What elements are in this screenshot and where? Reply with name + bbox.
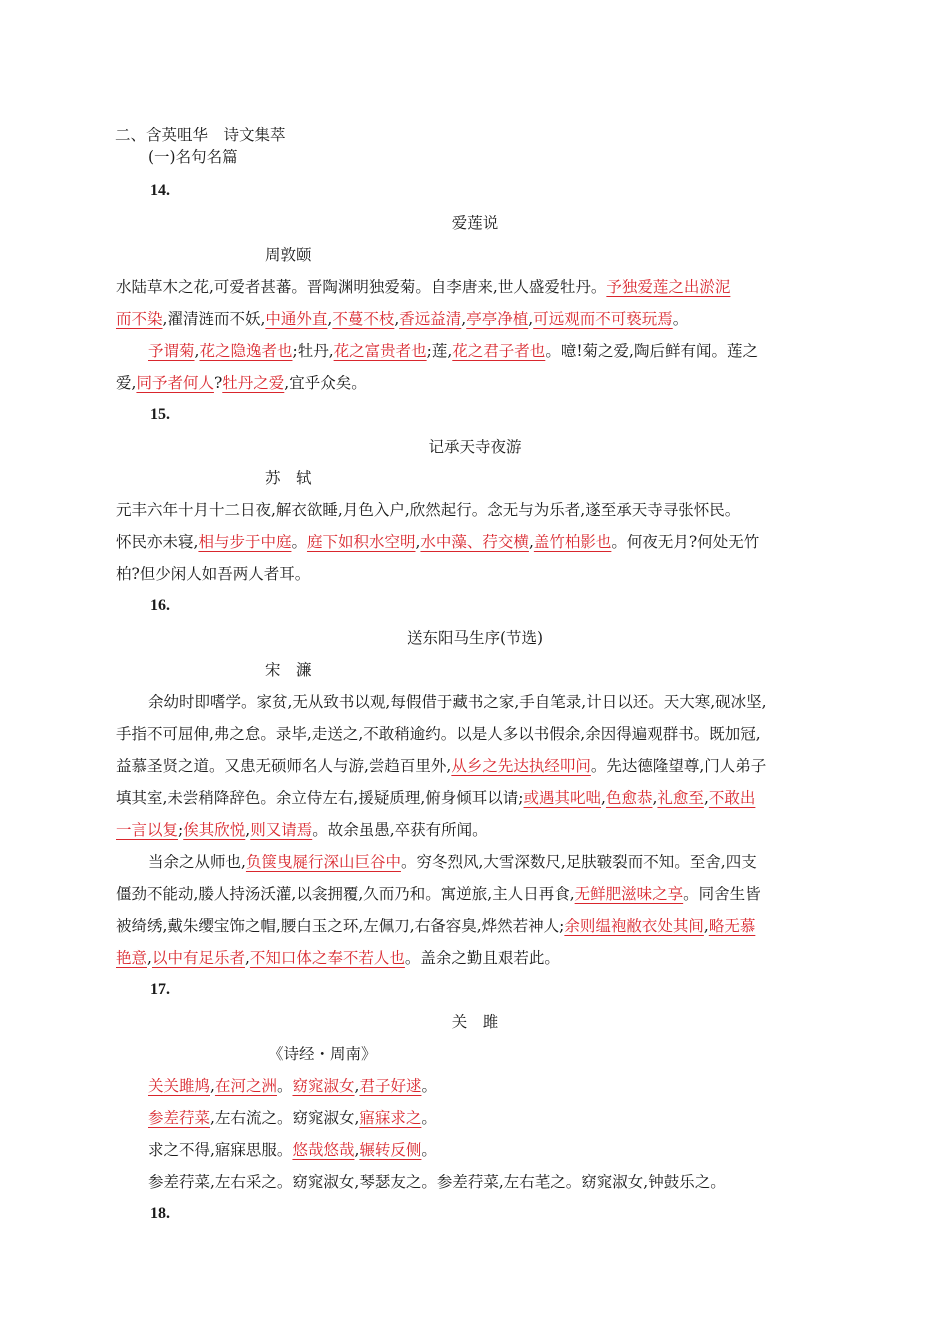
text-line <box>148 1075 437 1097</box>
section-title: 二、含英咀华 诗文集萃 <box>115 126 286 144</box>
question-number-16: 16. <box>150 597 170 614</box>
text-run: , <box>415 533 421 551</box>
text-run: 。穷冬烈风,大雪深数尺,足肤皲裂而不知。至舍,四支 <box>400 853 757 871</box>
text-run: ;牡丹, <box>292 342 334 360</box>
answer-highlight: 一言以复 <box>116 821 179 839</box>
answer-highlight: 不敢出 <box>708 789 756 807</box>
answer-highlight: 不知口体之奉不若人也 <box>249 949 405 967</box>
text-run: 参差荇菜,左右采之。窈窕淑女,琴瑟友之。参差荇菜,左右芼之。窈窕淑女,钟鼓乐之。 <box>148 1173 726 1191</box>
text-line <box>148 691 767 713</box>
answer-highlight: 花之富贵者也 <box>333 342 427 360</box>
answer-highlight: 寤寐求之 <box>359 1109 422 1127</box>
text-line <box>116 276 730 298</box>
answer-highlight: 无鲜肥滋味之享 <box>574 885 684 903</box>
answer-highlight: 香远益清 <box>399 310 462 328</box>
text-run: , <box>652 789 658 807</box>
text-line <box>148 340 758 362</box>
answer-highlight: 略无慕 <box>708 917 756 935</box>
text-run: , <box>245 821 251 839</box>
answer-highlight: 参差荇菜 <box>148 1109 211 1127</box>
subsection-title: (一)名句名篇 <box>148 148 238 166</box>
text-run: ,左右流之。窈窕淑女, <box>210 1109 360 1127</box>
answer-highlight: 相与步于中庭 <box>198 533 292 551</box>
text-run: 求之不得,寤寐思服。 <box>148 1141 293 1159</box>
answer-highlight: 窈窕淑女 <box>292 1077 355 1095</box>
text-run: , <box>194 342 200 360</box>
text-run: , <box>528 533 534 551</box>
answer-highlight: 花之隐逸者也 <box>199 342 293 360</box>
text-run: , <box>354 1141 360 1159</box>
answer-highlight: 负箧曳屣行深山巨谷中 <box>245 853 401 871</box>
text-run: 。 <box>291 533 307 551</box>
text-line <box>116 819 488 841</box>
answer-highlight: 中通外直 <box>265 310 328 328</box>
text-line <box>148 851 757 873</box>
answer-highlight: 同予者何人 <box>136 374 214 392</box>
text-run: , <box>528 310 534 328</box>
text-line <box>116 915 755 937</box>
text-run: ;莲, <box>426 342 453 360</box>
text-run: 余幼时即嗜学。家贫,无从致书以观,每假借于藏书之家,手自笔录,计日以还。天大寒,砚冰坚, <box>148 693 767 711</box>
text-line <box>116 883 761 905</box>
text-run: , <box>703 789 709 807</box>
text-run: 。 <box>672 310 689 328</box>
answer-highlight: 或遇其叱咄 <box>523 789 602 807</box>
text-line <box>116 372 367 394</box>
text-run: 。盖余之勤且艰若此。 <box>404 949 560 967</box>
text-run: , <box>461 310 467 328</box>
answer-highlight: 可远观而不可亵玩焉 <box>533 310 673 328</box>
text-run: 益慕圣贤之道。又患无硕师名人与游,尝趋百里外, <box>116 757 452 775</box>
answer-highlight: 礼愈至 <box>657 789 704 807</box>
question-number-17: 17. <box>150 981 170 998</box>
text-run: 怀民亦未寝, <box>116 533 199 551</box>
text-run: , <box>354 1077 360 1095</box>
text-line <box>116 499 740 521</box>
text-run: 。 <box>421 1141 437 1159</box>
text-run: 僵劲不能动,媵人持汤沃灌,以衾拥覆,久而乃和。寓逆旅,主人日再食, <box>116 885 575 903</box>
text-line <box>116 563 310 585</box>
text-run: 。先达德隆望尊,门人弟子 <box>590 757 767 775</box>
text-run: , <box>210 1077 215 1095</box>
question-number-14: 14. <box>150 182 170 199</box>
text-line <box>148 1171 726 1193</box>
text-run: 被绮绣,戴朱缨宝饰之帽,腰白玉之环,左佩刀,右备容臭,烨然若神人; <box>116 917 565 935</box>
poem-title-guanju: 关 雎 <box>451 1013 499 1031</box>
answer-highlight: 色愈恭 <box>605 789 653 807</box>
text-line <box>116 947 560 969</box>
text-run: ,濯清涟而不妖, <box>162 310 266 328</box>
answer-highlight: 以中有足乐者 <box>151 949 245 967</box>
answer-highlight: 则又请焉 <box>250 821 313 839</box>
text-run: 。同舍生皆 <box>683 885 761 903</box>
answer-highlight: 而不染 <box>116 310 163 328</box>
text-run: 当余之从师也, <box>148 853 246 871</box>
text-run: 。 <box>421 1109 437 1127</box>
answer-highlight: 余则缊袍敝衣处其间 <box>564 917 704 935</box>
text-run: ,宜乎众矣。 <box>284 374 367 392</box>
answer-highlight: 牡丹之爱 <box>222 374 285 392</box>
answer-highlight: 悠哉悠哉 <box>292 1141 355 1159</box>
text-line <box>116 308 688 330</box>
text-run: 。噫!菊之爱,陶后鲜有闻。莲之 <box>545 342 758 360</box>
text-run: 填其室,未尝稍降辞色。余立侍左右,援疑质理,俯身倾耳以请; <box>116 789 524 807</box>
poem-title-chengtiansi: 记承天寺夜游 <box>428 438 522 456</box>
text-run: 爱, <box>116 374 137 392</box>
text-run: 元丰六年十月十二日夜,解衣欲睡,月色入户,欣然起行。念无与为乐者,遂至承天寺寻张怀民。 <box>116 501 741 519</box>
author-zhou-dunyi: 周敦颐 <box>265 246 312 264</box>
answer-highlight: 从乡之先达执经叩问 <box>451 757 591 775</box>
answer-highlight: 庭下如积水空明 <box>306 533 416 551</box>
source-shijing: 《诗经・周南》 <box>268 1045 377 1063</box>
answer-highlight: 水中藻、荇交横 <box>420 533 529 551</box>
answer-highlight: 予独爱莲之出淤泥 <box>606 278 731 296</box>
answer-highlight: 君子好逑 <box>359 1077 422 1095</box>
text-run: 。 <box>276 1077 293 1095</box>
text-run: , <box>703 917 709 935</box>
text-line <box>116 755 766 777</box>
answer-highlight: 关关雎鸠 <box>148 1077 211 1095</box>
text-run: 。 <box>421 1077 437 1095</box>
answer-highlight: 艳意 <box>116 949 148 967</box>
author-su-shi: 苏 轼 <box>265 469 312 487</box>
question-number-18: 18. <box>150 1205 170 1222</box>
author-song-lian: 宋 濂 <box>265 661 312 679</box>
answer-highlight: 俟其欣悦 <box>183 821 246 839</box>
text-run: 。何夜无月?何处无竹 <box>611 533 760 551</box>
text-line <box>116 531 759 553</box>
poem-title-ailianshuo: 爱莲说 <box>451 214 499 232</box>
question-number-15: 15. <box>150 406 170 423</box>
answer-highlight: 花之君子者也 <box>452 342 546 360</box>
answer-highlight: 在河之洲 <box>214 1077 277 1095</box>
text-run: , <box>244 949 250 967</box>
text-run: ? <box>213 374 223 392</box>
answer-highlight: 亭亭净植 <box>466 310 529 328</box>
text-run: 柏?但少闲人如吾两人者耳。 <box>116 565 311 583</box>
text-run: , <box>327 310 333 328</box>
text-run: , <box>147 949 152 967</box>
text-line <box>116 723 761 745</box>
text-run: 水陆草木之花,可爱者甚蕃。晋陶渊明独爱菊。自李唐来,世人盛爱牡丹。 <box>116 278 607 296</box>
answer-highlight: 辗转反侧 <box>359 1141 422 1159</box>
poem-title-songdongyang: 送东阳马生序(节选) <box>406 629 544 647</box>
text-run: 。故余虽愚,卒获有所闻。 <box>312 821 488 839</box>
text-line <box>116 787 755 809</box>
text-line <box>148 1139 437 1161</box>
answer-highlight: 盖竹柏影也 <box>533 533 612 551</box>
text-run: ; <box>178 821 184 839</box>
answer-highlight: 予谓菊 <box>148 342 195 360</box>
answer-highlight: 不蔓不枝 <box>332 310 395 328</box>
text-run: , <box>601 789 606 807</box>
text-run: 手指不可屈伸,弗之怠。录毕,走送之,不敢稍逾约。以是人多以书假余,余因得遍观群书。既加冠, <box>116 725 761 743</box>
text-run: , <box>394 310 400 328</box>
text-line <box>148 1107 437 1129</box>
